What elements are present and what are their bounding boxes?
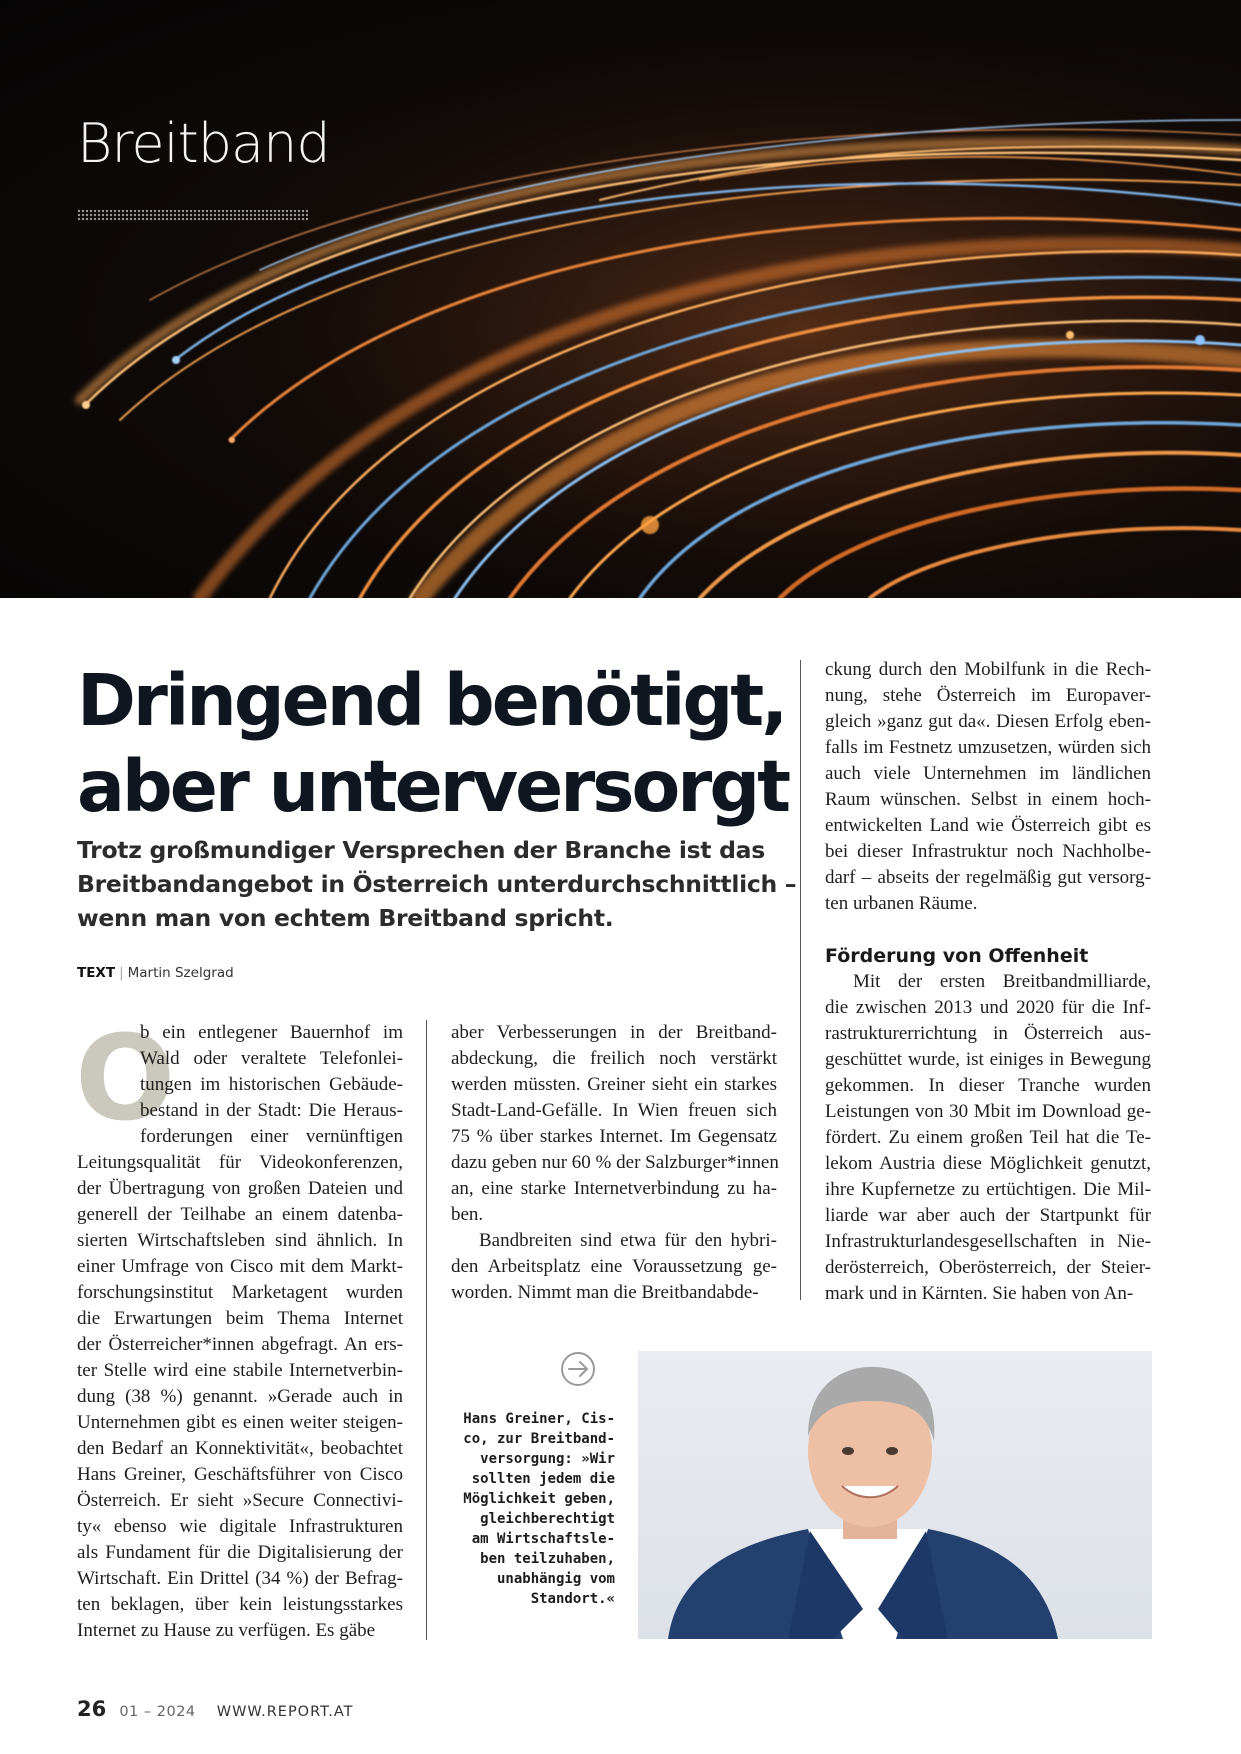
caption-line: Hans Greiner, Cis- <box>463 1411 615 1427</box>
text-line: ter Stelle wird eine stabile Internetverbin- <box>77 1360 403 1381</box>
text-line: die zwischen 2013 und 2020 für die Inf- <box>825 997 1151 1018</box>
caption-line: co, zur Breitband- <box>463 1431 615 1447</box>
drop-cap: O <box>75 1009 176 1147</box>
subheading: Förderung von Offenheit <box>825 945 1089 967</box>
text-line: lekom Austria diese Möglichkeit genutzt, <box>825 1153 1151 1174</box>
lead-line: Breitbandangebot in Österreich unterdurchschnittlich – <box>77 870 797 898</box>
article-column-1 <box>75 1009 403 1644</box>
credit-label: TEXT <box>77 965 116 981</box>
text-line: Infrastrukturlandesgesellschaften in Nie- <box>825 1231 1151 1252</box>
headline-line: Dringend benötigt, <box>77 659 786 742</box>
caption-line: Möglichkeit geben, <box>463 1491 615 1507</box>
text-line: der Übertragung von großen Dateien und <box>77 1178 403 1199</box>
text-line: abdeckung, die freilich noch verstärkt <box>451 1048 777 1069</box>
lead-line: Trotz großmundiger Versprechen der Branche ist das <box>77 836 765 864</box>
dotted-rule <box>77 209 308 221</box>
lead-line: wenn man von echtem Breitband spricht. <box>77 904 614 932</box>
lead-paragraph <box>77 833 797 935</box>
section-title: Breitband <box>77 112 330 175</box>
text-line: mark und in Kärnten. Sie haben von An- <box>825 1283 1134 1304</box>
text-line: ten beklagen, über kein leistungsstarkes <box>77 1594 403 1615</box>
caption-line: am Wirtschaftsle- <box>471 1531 615 1547</box>
caption-line: versorgung: »Wir <box>480 1451 615 1467</box>
headline-line: aber unterversorgt <box>77 745 789 828</box>
text-line: dazu geben nur 60 % der Salzburger*innen <box>451 1152 779 1173</box>
author-credit <box>77 965 234 981</box>
caption-line: gleichberechtigt <box>480 1511 615 1527</box>
text-line: einer Umfrage von Cisco mit dem Markt- <box>77 1256 403 1277</box>
text-line: Wirtschaft. Ein Drittel (34 %) der Befrag- <box>77 1568 403 1589</box>
text-line: den Bedarf an Konnektivität«, beobachtet <box>77 1438 403 1459</box>
article-column-3 <box>825 657 1151 1307</box>
text-line: tungen im historischen Gebäude- <box>140 1074 403 1095</box>
hero-image <box>0 0 1241 598</box>
text-line: falls im Festnetz umzusetzen, würden sich <box>825 737 1151 758</box>
text-line: aber Verbesserungen in der Breitband- <box>451 1022 777 1043</box>
text-line: Raum wünschen. Selbst in einem hoch- <box>825 789 1151 810</box>
text-line: ty« ebenso wie digitale Infrastrukturen <box>77 1516 403 1537</box>
caption-line: sollten jedem die <box>471 1471 615 1487</box>
page-footer <box>77 1697 354 1721</box>
fiber-optic-illustration <box>0 0 1241 598</box>
text-line: ten urbanen Räume. <box>825 893 978 914</box>
website-url: WWW.REPORT.AT <box>216 1704 354 1720</box>
text-line: gleich »ganz gut da«. Diesen Erfolg eben- <box>825 711 1151 732</box>
article-column-2 <box>451 1020 777 1306</box>
text-line: Leistungen von 30 Mbit im Download ge- <box>825 1101 1151 1122</box>
text-line: bei dieser Infrastruktur noch Nachholbe- <box>825 841 1151 862</box>
text-line: b ein entlegener Bauernhof im <box>140 1022 403 1043</box>
text-line: 75 % über starkes Internet. Im Gegensatz <box>451 1126 777 1147</box>
text-line: Internet zu Hause zu verfügen. Es gäbe <box>77 1620 376 1641</box>
text-line: der Österreicher*innen abgefragt. An ers- <box>77 1334 403 1355</box>
caption-line: unabhängig vom <box>496 1571 615 1587</box>
text-line: geschüttet wurde, ist einiges in Bewegung <box>825 1049 1151 1070</box>
text-line: generell der Teilhabe an einem datenba- <box>77 1204 403 1225</box>
text-line: nung, stehe Österreich im Europaver- <box>825 685 1151 706</box>
text-line: rastrukturerrichtung in Österreich aus- <box>825 1023 1151 1044</box>
text-line: als Fundament für die Digitalisierung der <box>77 1542 403 1563</box>
text-line: gekommen. In dieser Tranche wurden <box>825 1075 1151 1096</box>
text-line: an, eine starke Internetverbindung zu ha- <box>451 1178 777 1199</box>
photo-caption <box>430 1409 615 1609</box>
column-divider <box>800 660 801 1300</box>
caption-line: Standort.« <box>530 1591 615 1607</box>
portrait-illustration <box>638 1351 1152 1639</box>
text-line: Stadt-Land-Gefälle. In Wien freuen sich <box>451 1100 777 1121</box>
text-line: ihre Kupfernetze zu ertüchtigen. Die Mil- <box>825 1179 1151 1200</box>
portrait-photo <box>638 1351 1152 1639</box>
text-line: darf – abseits der regelmäßig gut versorg- <box>825 867 1151 888</box>
text-line: Österreich. Er sieht »Secure Connectivi- <box>77 1490 403 1511</box>
issue-label: 01 – 2024 <box>119 1704 196 1720</box>
page-number: 26 <box>77 1697 107 1721</box>
text-line: Unternehmen gibt es einen weiter steigen- <box>77 1412 403 1433</box>
column-divider <box>426 1020 427 1640</box>
text-line: die Erwartungen beim Thema Internet <box>77 1308 403 1329</box>
text-line: Leitungsqualität für Videokonferenzen, <box>77 1152 403 1173</box>
credit-separator: | <box>119 965 124 981</box>
caption-line: ben teilzuhaben, <box>480 1551 615 1567</box>
text-line: derösterreich, Oberösterreich, der Steier- <box>825 1257 1151 1278</box>
text-line: sierten Wirtschaftsleben sind ähnlich. In <box>77 1230 403 1251</box>
author-name: Martin Szelgrad <box>127 965 234 981</box>
text-line: den Arbeitsplatz eine Voraussetzung ge- <box>451 1256 777 1277</box>
text-line: entwickelten Land wie Österreich gibt es <box>825 815 1151 836</box>
arrow-right-icon <box>560 1351 596 1387</box>
text-line: Bandbreiten sind etwa für den hybri- <box>479 1230 777 1251</box>
text-line: forschungsinstitut Marketagent wurden <box>77 1282 403 1303</box>
text-line: fördert. Zu einem großen Teil hat die Te- <box>825 1127 1151 1148</box>
headline <box>77 658 797 830</box>
text-line: liarde war aber auch der Startpunkt für <box>825 1205 1151 1226</box>
text-line: forderungen einer vernünftigen <box>140 1126 403 1147</box>
text-line: Wald oder veraltete Telefonlei- <box>140 1048 403 1069</box>
text-line: Mit der ersten Breitbandmilliarde, <box>853 971 1151 992</box>
text-line: werden müssten. Greiner sieht ein starkes <box>451 1074 777 1095</box>
text-line: bestand in der Stadt: Die Heraus- <box>140 1100 403 1121</box>
text-line: ckung durch den Mobilfunk in die Rech- <box>825 659 1151 680</box>
text-line: Hans Greiner, Geschäftsführer von Cisco <box>77 1464 403 1485</box>
text-line: worden. Nimmt man die Breitbandabde- <box>451 1282 759 1303</box>
text-line: ben. <box>451 1204 484 1225</box>
text-line: dung (38 %) genannt. »Gerade auch in <box>77 1386 403 1407</box>
text-line: auch viele Unternehmen im ländlichen <box>825 763 1151 784</box>
